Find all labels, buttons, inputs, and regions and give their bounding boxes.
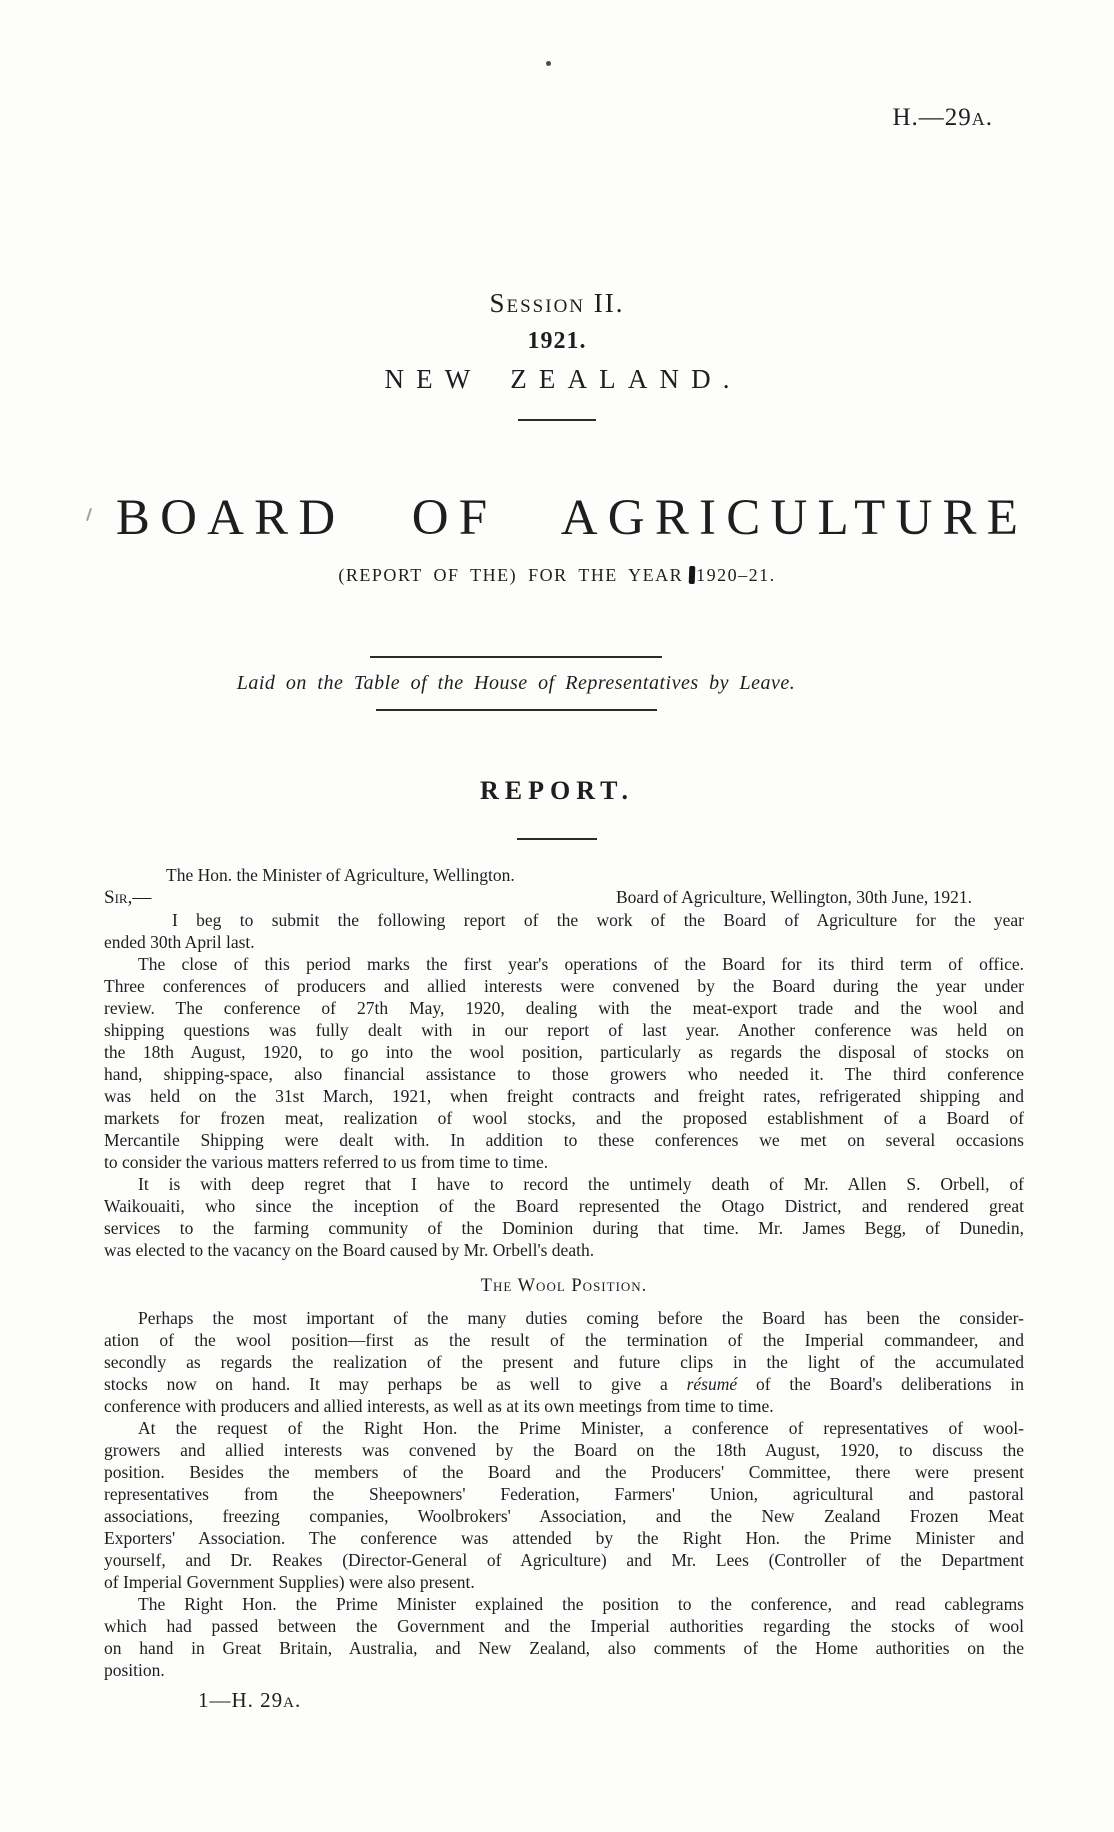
paragraph-line: shipping questions was fully dealt with in our report of last year. Another conference was held on	[104, 1020, 1024, 1040]
paragraph-line: markets for frozen meat, realization of wool stocks, and the proposed establishment of a Board of	[104, 1108, 1024, 1128]
paragraph-line: services to the farming community of the Dominion during that time. Mr. James Begg, of Dunedin,	[104, 1218, 1024, 1238]
paper-number: H.—29a.	[892, 104, 993, 131]
paragraph-line: position. Besides the members of the Board and the Producers' Committee, there were present	[104, 1462, 1024, 1482]
paragraph	[104, 1173, 1024, 1261]
paragraph-line: review. The conference of 27th May, 1920, dealing with the meat-export trade and the wool and	[104, 998, 1024, 1018]
section-heading: The Wool Position.	[480, 1276, 648, 1296]
paragraph-line: Three conferences of producers and allied interests were convened by the Board during the year under	[104, 976, 1024, 996]
ink-blot	[689, 566, 696, 584]
paragraph-line: Waikouaiti, who since the inception of the Board represented the Otago District, and rendered great	[104, 1196, 1024, 1216]
paragraph-line: representatives from the Sheepowners' Federation, Farmers' Union, agricultural and pastoral	[104, 1484, 1024, 1504]
salutation-row	[104, 886, 1024, 909]
paragraph-line: The Right Hon. the Prime Minister explained the position to the conference, and read cablegrams	[138, 1594, 1024, 1614]
report-heading: REPORT.	[480, 776, 634, 805]
paragraph-line: ation of the wool position—first as the result of the termination of the Imperial commandeer, and	[104, 1330, 1024, 1350]
rule-below-laid-line	[376, 709, 657, 711]
masthead	[0, 288, 1114, 421]
report-heading-rule	[517, 838, 597, 840]
scan-speck	[546, 61, 551, 66]
paragraph-line: was held on the 31st March, 1921, when freight contracts and freight rates, refrigerated shipping and	[104, 1086, 1024, 1106]
paragraph	[104, 1307, 1024, 1417]
paragraph	[104, 1593, 1024, 1681]
salutation: Sir,—	[104, 887, 152, 908]
paragraph-line: of Imperial Government Supplies) were also present.	[104, 1572, 475, 1592]
paragraph-line: growers and allied interests was convened by the Board on the 18th August, 1920, to discuss the	[104, 1440, 1024, 1460]
paragraph-line: ended 30th April last.	[104, 932, 255, 952]
paragraph-line: secondly as regards the realization of the present and future clips in the light of the accumulated	[104, 1352, 1024, 1372]
subtitle-text: (REPORT OF THE) FOR THE YEAR	[338, 565, 684, 585]
laid-on-table-block	[0, 656, 1032, 711]
footer-paper-number: 1—H. 29a.	[198, 1688, 302, 1712]
paragraph	[104, 909, 1024, 953]
session-line: Session II.	[489, 288, 625, 318]
paragraph-line: The close of this period marks the first year's operations of the Board for its third term of office.	[138, 954, 1024, 974]
document-subtitle	[0, 563, 1114, 587]
report-heading-block	[0, 776, 1114, 840]
paragraph-line: It is with deep regret that I have to record the untimely death of Mr. Allen S. Orbell, of	[138, 1174, 1024, 1194]
paragraph-line: the 18th August, 1920, to go into the wool position, particularly as regards the disposal of stocks on	[104, 1042, 1024, 1062]
paragraph-line: Exporters' Association. The conference was attended by the Right Hon. the Prime Minister and	[104, 1528, 1024, 1548]
laid-line: Laid on the Table of the House of Representatives by Leave.	[236, 672, 796, 694]
subtitle-year: 1920–21.	[696, 565, 776, 585]
paragraph-line: I beg to submit the following report of the work of the Board of Agriculture for the year	[172, 910, 1024, 930]
rule-above-laid-line	[370, 656, 662, 658]
year-line: 1921.	[527, 328, 587, 354]
country-line: NEW ZEALAND.	[384, 364, 742, 394]
paragraph-line: which had passed between the Government and the Imperial authorities regarding the stocks of wool	[104, 1616, 1024, 1636]
paragraph-line: Mercantile Shipping were dealt with. In addition to these conferences we met on several occasions	[104, 1130, 1024, 1150]
paragraph	[104, 953, 1024, 1173]
address-line: The Hon. the Minister of Agriculture, Wellington.	[166, 865, 515, 885]
paragraph-line: to consider the various matters referred to us from time to time.	[104, 1152, 549, 1172]
document-title: BOARD OF AGRICULTURE	[115, 490, 1029, 546]
paragraph-line: conference with producers and allied interests, as well as at its own meetings from time to time.	[104, 1396, 774, 1416]
paragraph	[104, 1417, 1024, 1593]
paragraph-line: was elected to the vacancy on the Board caused by Mr. Orbell's death.	[104, 1240, 595, 1260]
paragraph-line: yourself, and Dr. Reakes (Director-General of Agriculture) and Mr. Lees (Controller of the Department	[104, 1550, 1024, 1570]
dateline: Board of Agriculture, Wellington, 30th June, 1921.	[616, 887, 972, 907]
report-body	[104, 864, 1024, 1711]
paragraph-line: stocks now on hand. It may perhaps be as well to give a résumé of the Board's deliberations in	[104, 1374, 1024, 1394]
paragraph-line: on hand in Great Britain, Australia, and New Zealand, also comments of the Home authorities on the	[104, 1638, 1024, 1658]
paragraph-line: hand, shipping-space, also financial assistance to those growers who needed it. The third conference	[104, 1064, 1024, 1084]
paragraph-line: Perhaps the most important of the many duties coming before the Board has been the consider-	[138, 1308, 1024, 1328]
body-paragraphs	[104, 909, 1024, 1681]
paragraph-line: associations, freezing companies, Woolbrokers' Association, and the New Zealand Frozen Meat	[104, 1506, 1024, 1526]
masthead-rule	[518, 419, 596, 421]
paragraph-line: position.	[104, 1660, 165, 1680]
paragraph-line: At the request of the Right Hon. the Prime Minister, a conference of representatives of wool-	[138, 1418, 1024, 1438]
